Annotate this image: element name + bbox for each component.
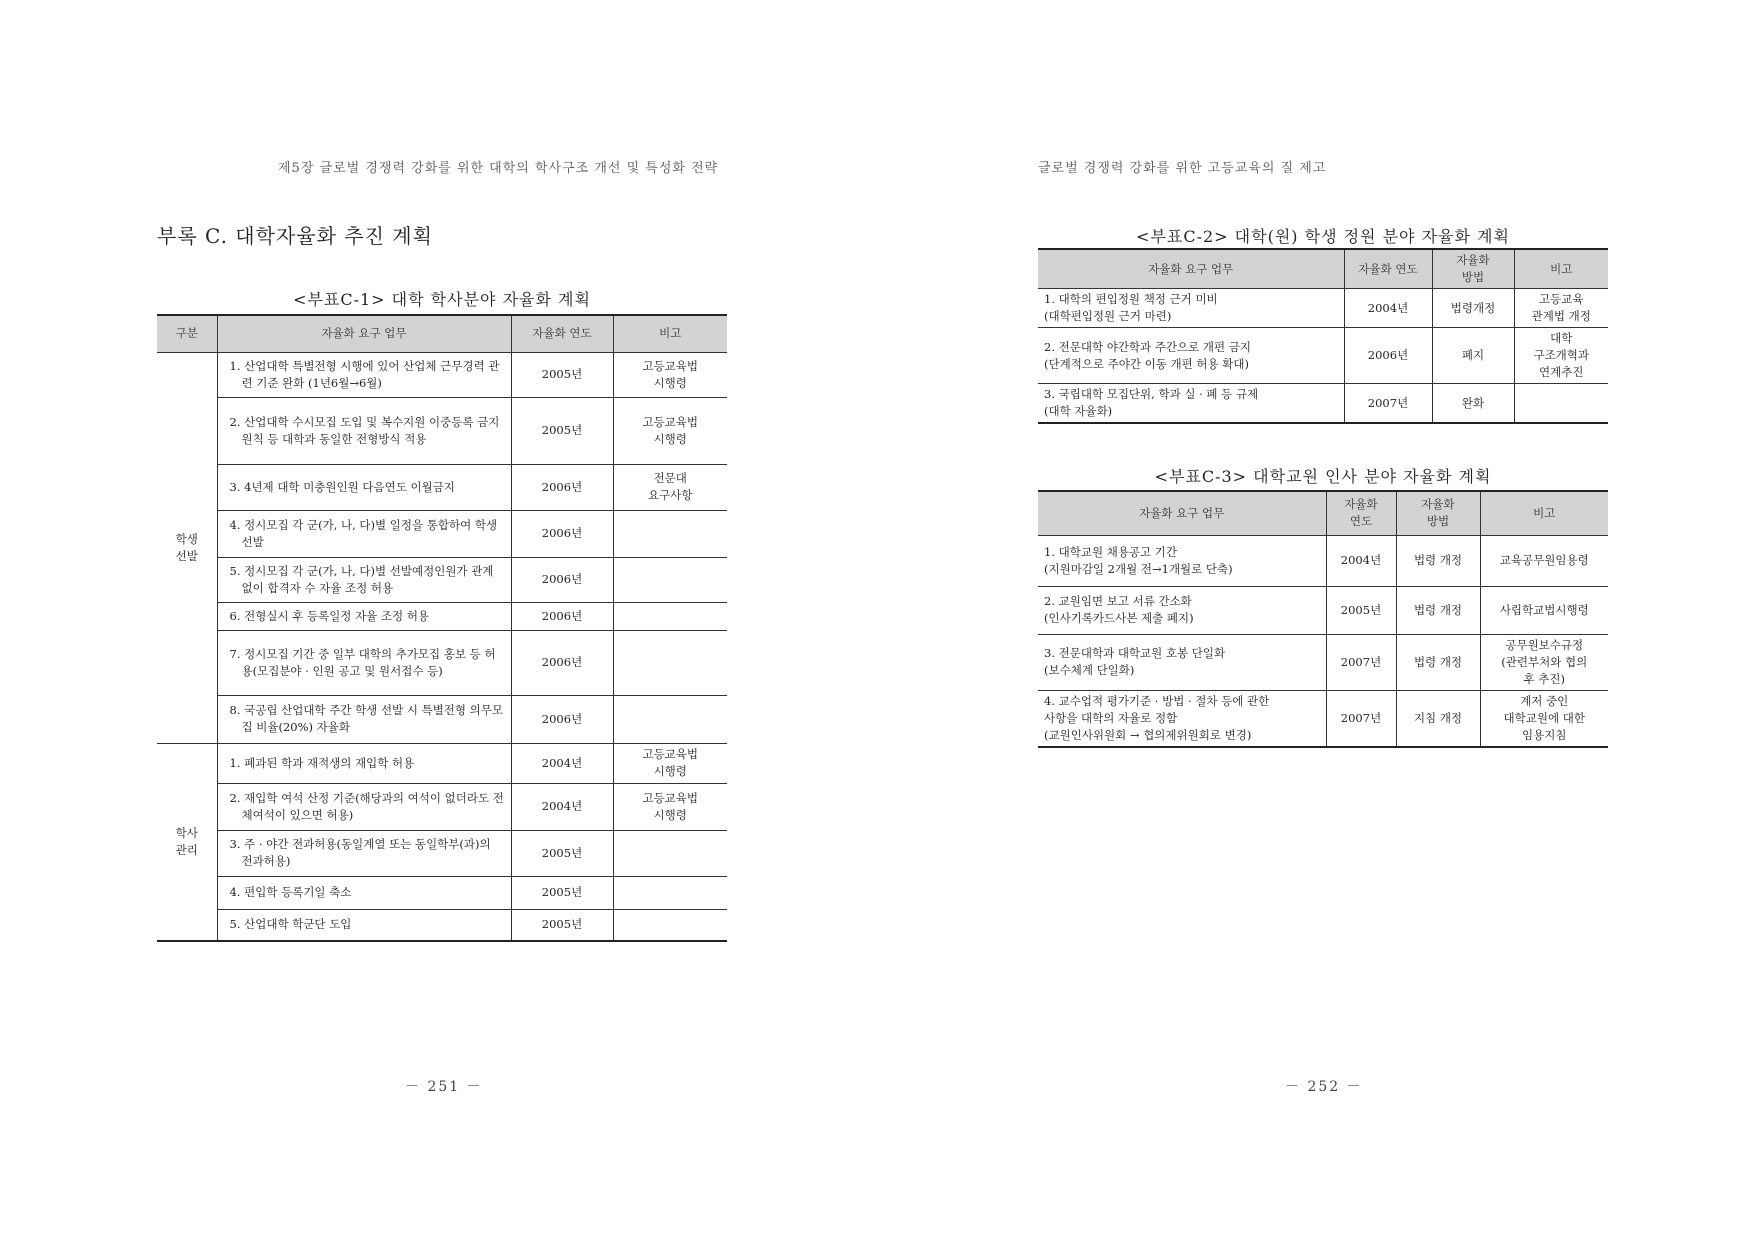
table-row: 1. 대학교원 채용공고 기간 (지원마감일 2개월 전→1개월로 단축)	[1038, 535, 1326, 586]
note-cell: 계저 중인 대학교원에 대한 임용지침	[1480, 690, 1608, 747]
right-running-header: 글로벌 경쟁력 강화를 위한 고등교육의 질 제고	[1038, 161, 1327, 176]
table-c1-title: <부표C-1> 대학 학사분야 자율화 계획	[293, 290, 591, 309]
note-cell: 공무원보수규정 (관련부처와 협의 후 추진)	[1480, 634, 1608, 690]
note-cell	[613, 876, 727, 909]
year-cell: 2007년	[1344, 384, 1432, 424]
table-row: 7. 정시모집 기간 중 일부 대학의 추가모집 홍보 등 허용(모집분야 · 인원 공고 및 원서접수 등)	[217, 630, 511, 695]
col-header-year: 자율화 연도	[1344, 249, 1432, 289]
note-cell	[613, 909, 727, 941]
method-cell: 법령 개정	[1396, 586, 1480, 634]
category-academic-management: 학사 관리	[157, 743, 217, 941]
note-cell	[1514, 384, 1608, 424]
table-c2	[1038, 248, 1608, 424]
year-cell: 2007년	[1326, 634, 1396, 690]
note-cell: 고등교육 관계법 개정	[1514, 289, 1608, 328]
year-cell: 2006년	[511, 695, 613, 743]
year-cell: 2004년	[511, 743, 613, 783]
table-c3	[1038, 490, 1608, 748]
table-c2-title: <부표C-2> 대학(원) 학생 정원 분야 자율화 계획	[1136, 227, 1510, 246]
note-cell: 대학 구조개혁과 연계추진	[1514, 328, 1608, 384]
note-cell: 고등교육법 시행령	[613, 352, 727, 397]
note-cell: 고등교육법 시행령	[613, 783, 727, 830]
table-row: 2. 산업대학 수시모집 도입 및 복수지원 이중등록 금지 원칙 등 대학과 동일한 전형방식 적용	[217, 397, 511, 464]
year-cell: 2006년	[511, 464, 613, 510]
year-cell: 2006년	[511, 602, 613, 630]
left-page-number: － 251 －	[405, 1079, 483, 1095]
method-cell: 법령개정	[1432, 289, 1514, 328]
note-cell: 고등교육법 시행령	[613, 397, 727, 464]
note-cell	[613, 630, 727, 695]
table-row: 3. 국립대학 모집단위, 학과 실 · 폐 등 규제 (대학 자율화)	[1038, 384, 1344, 424]
note-cell: 고등교육법 시행령	[613, 743, 727, 783]
col-header-note: 비고	[1480, 491, 1608, 535]
table-row: 3. 전문대학과 대학교원 호봉 단일화 (보수체계 단일화)	[1038, 634, 1326, 690]
col-header-method: 자율화 방법	[1396, 491, 1480, 535]
table-row: 6. 전형실시 후 등록일정 자율 조정 허용	[217, 602, 511, 630]
table-row: 3. 4년제 대학 미충원인원 다음연도 이월금지	[217, 464, 511, 510]
col-header-year: 자율화 연도	[511, 315, 613, 352]
col-header-method: 자율화 방법	[1432, 249, 1514, 289]
table-row: 2. 전문대학 야간학과 주간으로 개편 금지 (단계적으로 주야간 이동 개편 허용 확대)	[1038, 328, 1344, 384]
year-cell: 2004년	[511, 783, 613, 830]
year-cell: 2005년	[511, 397, 613, 464]
table-row: 4. 교수업적 평가기준 · 방법 · 절차 등에 관한 사항을 대학의 자율로 정함 (교원인사위원회 → 협의제위원회로 변경)	[1038, 690, 1326, 747]
note-cell	[613, 510, 727, 557]
method-cell: 지침 개정	[1396, 690, 1480, 747]
note-cell	[613, 830, 727, 876]
year-cell: 2006년	[511, 510, 613, 557]
note-cell: 사립학교법시행령	[1480, 586, 1608, 634]
note-cell: 교육공무원임용령	[1480, 535, 1608, 586]
method-cell: 법령 개정	[1396, 634, 1480, 690]
right-page-number: － 252 －	[1285, 1079, 1363, 1095]
method-cell: 폐지	[1432, 328, 1514, 384]
table-row: 1. 산업대학 특별전형 시행에 있어 산업체 근무경력 관련 기준 완화 (1년6월→6월)	[217, 352, 511, 397]
year-cell: 2004년	[1326, 535, 1396, 586]
col-header-note: 비고	[1514, 249, 1608, 289]
table-row: 5. 산업대학 학군단 도입	[217, 909, 511, 941]
year-cell: 2006년	[1344, 328, 1432, 384]
col-header-category: 구분	[157, 315, 217, 352]
note-cell	[613, 557, 727, 602]
year-cell: 2006년	[511, 557, 613, 602]
table-row: 8. 국공립 산업대학 주간 학생 선발 시 특별전형 의무모집 비율(20%) 자율화	[217, 695, 511, 743]
note-cell	[613, 695, 727, 743]
table-row: 1. 폐과된 학과 재적생의 재입학 허용	[217, 743, 511, 783]
table-row: 2. 재입학 여석 산정 기준(해당과의 여석이 없더라도 전체여석이 있으면 허용)	[217, 783, 511, 830]
method-cell: 완화	[1432, 384, 1514, 424]
table-row: 3. 주 · 야간 전과허용(동일계열 또는 동일학부(과)의 전과허용)	[217, 830, 511, 876]
col-header-year: 자율화 연도	[1326, 491, 1396, 535]
table-row: 4. 편입학 등록기일 축소	[217, 876, 511, 909]
year-cell: 2006년	[511, 630, 613, 695]
table-row: 1. 대학의 편입정원 책정 근거 미비 (대학편입정원 근거 마련)	[1038, 289, 1344, 328]
year-cell: 2005년	[511, 830, 613, 876]
col-header-task: 자율화 요구 업무	[217, 315, 511, 352]
year-cell: 2005년	[1326, 586, 1396, 634]
table-row: 2. 교원임면 보고 서류 간소화 (인사기록카드사본 제출 폐지)	[1038, 586, 1326, 634]
year-cell: 2005년	[511, 876, 613, 909]
col-header-task: 자율화 요구 업무	[1038, 249, 1344, 289]
note-cell: 전문대 요구사항	[613, 464, 727, 510]
col-header-note: 비고	[613, 315, 727, 352]
col-header-task: 자율화 요구 업무	[1038, 491, 1326, 535]
year-cell: 2007년	[1326, 690, 1396, 747]
table-row: 4. 정시모집 각 군(가, 나, 다)별 일정을 통합하여 학생 선발	[217, 510, 511, 557]
table-row: 5. 정시모집 각 군(가, 나, 다)별 선발예정인원가 관계없이 합격자 수 자율 조정 허용	[217, 557, 511, 602]
method-cell: 법령 개정	[1396, 535, 1480, 586]
year-cell: 2005년	[511, 352, 613, 397]
year-cell: 2005년	[511, 909, 613, 941]
note-cell	[613, 602, 727, 630]
left-running-header: 제5장 글로벌 경쟁력 강화를 위한 대학의 학사구조 개선 및 특성화 전략	[278, 161, 719, 176]
category-student-selection: 학생 선발	[157, 352, 217, 743]
appendix-title: 부록 C. 대학자율화 추진 계획	[157, 224, 433, 248]
table-c1	[157, 314, 727, 942]
table-c3-title: <부표C-3> 대학교원 인사 분야 자율화 계획	[1154, 467, 1492, 486]
year-cell: 2004년	[1344, 289, 1432, 328]
